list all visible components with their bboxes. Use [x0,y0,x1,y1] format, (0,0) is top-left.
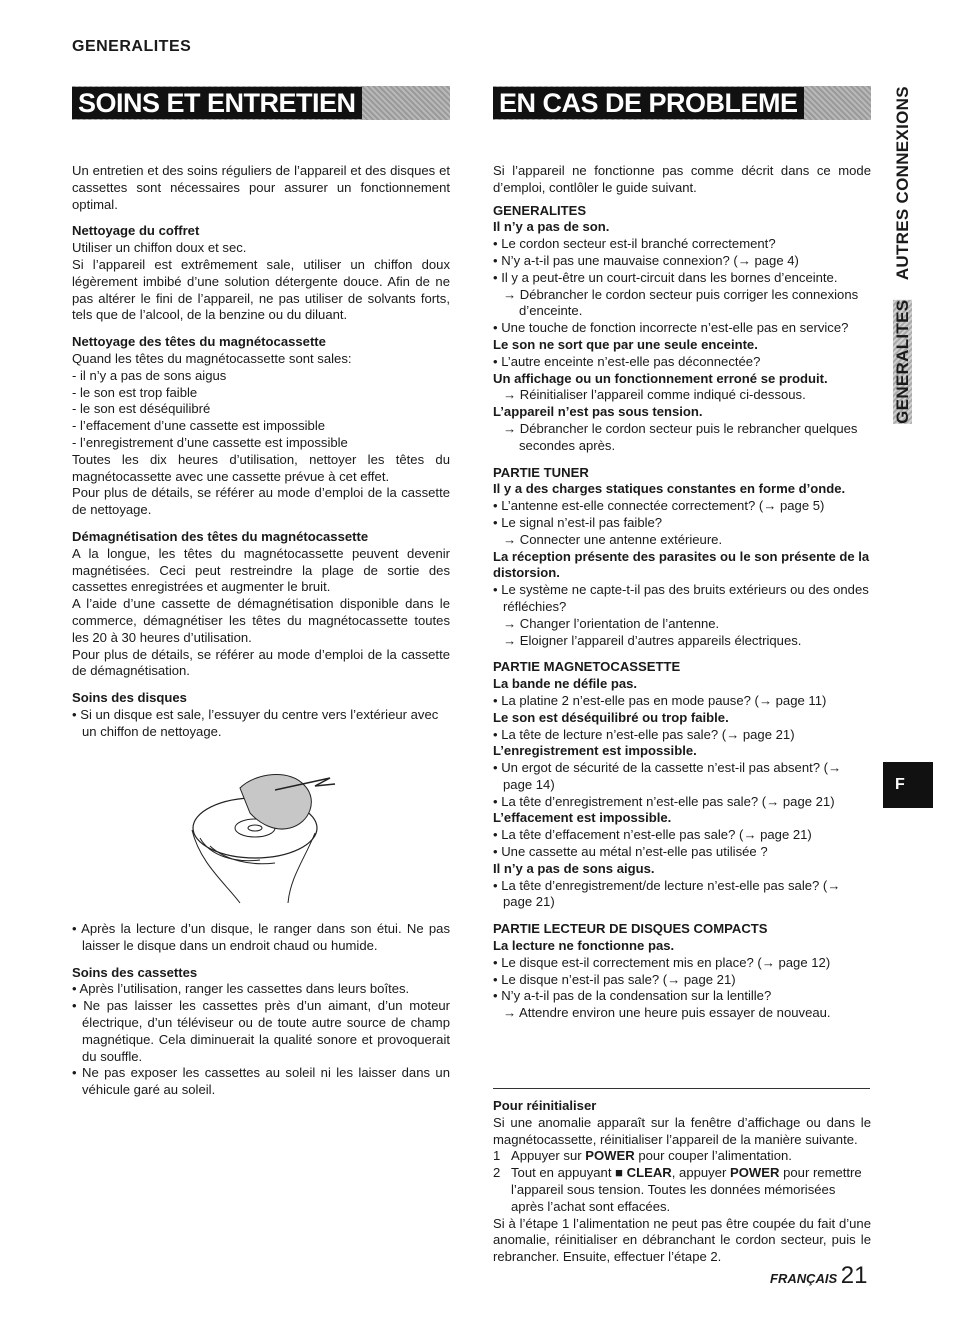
power-key-label: POWER [585,1148,635,1164]
sidebar-label [893,86,913,424]
tuner-heading: PARTIE TUNER [493,464,589,480]
gen-q2-item: • L’autre enceinte n’est-elle pas déconnectée? [493,353,761,369]
cassettes-heading: Soins des cassettes [72,964,198,980]
sidebar-tabs [885,80,919,430]
tetes-item: - l’effacement d’une cassette est impossible [72,418,326,434]
cd-item: • Le disque n’est-il pas sale? (→ page 21) [493,971,736,987]
coffret-heading: Nettoyage du coffret [72,223,200,239]
right-column [493,163,871,1022]
cd-question-1: La lecture ne fonctionne pas. [493,938,675,954]
generalites-heading: GENERALITES [493,202,587,218]
tetes-intro: Quand les têtes du magnétocassette sont sales: [72,350,352,366]
mag-q4-item: • Une cassette au métal n’est-elle pas utilisée ? [493,844,768,860]
language-tab: F [883,762,933,808]
tuner-q2-arrow: → Eloigner l’appareil d’autres appareils électriques. [503,632,802,648]
gen-q4-arrow: → Débrancher le cordon secteur puis le rebrancher quelques secondes après. [503,420,858,453]
gen-q1-arrow: → Débrancher le cordon secteur puis corriger les connexions d’enceinte. [503,286,859,319]
demag-paragraph-2: A l’aide d’une cassette de démagnétisation disponible dans le commerce, démagnétiser les têtes du magnétocassette toutes les 20 à 30 heures d’utilisation. [72,596,450,645]
reset-step-1-number: 1 [493,1148,501,1164]
gen-q1-item: • Une touche de fonction incorrecte n’est-elle pas en service? [493,320,849,336]
divider [493,1088,870,1089]
tuner-q2-arrow: → Changer l’orientation de l’antenne. [503,615,720,631]
cassettes-bullet-1: • Après l’utilisation, ranger les cassettes dans leurs boîtes. [72,981,410,997]
reset-step-1 [493,1148,871,1165]
coffret-paragraph-1: Utiliser un chiffon doux et sec. [72,240,247,256]
coffret-paragraph-2: Si l’appareil est extrêmement sale, utiliser un chiffon doux légèrement imbibé d’une solution détergente douce. Afin de ne pas altérer le fini de l’appareil, ne pas utiliser de solvants forts, tels que de l’alcool, de la benzine ou du diluant. [72,256,450,323]
reset-step-2-text: , appuyer [671,1165,730,1181]
tuner-q2-item: • Le système ne capte-t-il pas des bruits extérieurs ou des ondes réfléchies? [493,582,869,614]
demag-paragraph-3: Pour plus de détails, se référer au mode d’emploi de la cassette de démagnétisation. [72,646,450,679]
power-key-label: POWER [730,1165,780,1181]
mag-q5-item: • La tête d’enregistrement/de lecture n’est-elle pas sale? (→ page 21) [493,877,841,910]
tuner-q1-item: • L’antenne est-elle connectée correctement? (→ page 5) [493,498,825,514]
left-banner-title: SOINS ET ENTRETIEN [72,87,362,119]
tetes-paragraph-1: Toutes les dix heures d’utilisation, nettoyer les têtes du magnétocassette avec une cassette prévue à cet effet. [72,451,450,484]
reset-step-1-text: Appuyer sur [511,1148,586,1164]
left-column-bottom [72,921,450,1099]
reset-paragraph-1: Si une anomalie apparaît sur la fenêtre d’affichage ou dans le magnétocassette, réinitialiser l’appareil de la manière suivante. [493,1114,871,1147]
tuner-question-1: Il y a des charges statiques constantes en forme d’onde. [493,481,846,497]
mag-question-5: Il n’y a pas de sons aigus. [493,860,655,876]
reset-step-2 [493,1165,871,1215]
reset-step-2-text: Tout en appuyant [511,1165,616,1181]
mag-q1-item: • La platine 2 n’est-elle pas en mode pause? (→ page 11) [493,692,827,708]
tetes-item: - l’enregistrement d’une cassette est impossible [72,434,348,450]
section-tag: GENERALITES [72,38,192,55]
demag-paragraph-1: A la longue, les têtes du magnétocassette peuvent devenir magnétisées. Ceci peut restreindre la plage de sortie des cassettes enregistrées et augmenter le bruit. [72,545,450,595]
page-footer [770,1262,868,1290]
gen-q1-item: • Il y a peut-être un court-circuit dans les bornes d’enceinte. [493,269,838,285]
tetes-item: - il n’y a pas de sons aigus [72,367,227,383]
cassettes-bullet-2: • Ne pas laisser les cassettes près d’un aimant, d’un moteur électrique, d’un téléviseur ou de toute autre source de champ magnétique. Cela diminuerait la qualité sonore et provoquerait du souffle. [72,998,450,1064]
magneto-heading: PARTIE MAGNETOCASSETTE [493,659,681,675]
reset-step-1-text: pour couper l’alimentation. [634,1148,792,1164]
left-banner [72,86,450,120]
gen-q1-item: • Le cordon secteur est-il branché correctement? [493,236,776,252]
tetes-paragraph-2: Pour plus de détails, se référer au mode d’emploi de la cassette de nettoyage. [72,485,450,518]
mag-q3-item: • Un ergot de sécurité de la cassette n’est-il pas absent? (→ page 14) [493,760,842,792]
clear-key-label: ■ CLEAR [615,1165,672,1181]
gen-question-3: Un affichage ou un fonctionnement erroné se produit. [493,370,828,386]
tetes-heading: Nettoyage des têtes du magnétocassette [72,334,326,350]
cd-heading: PARTIE LECTEUR DE DISQUES COMPACTS [493,921,768,937]
gen-question-4: L’appareil n’est pas sous tension. [493,404,703,420]
tuner-q1-arrow: → Connecter une antenne extérieure. [503,531,723,547]
cd-arrow: → Attendre environ une heure puis essayer de nouveau. [503,1005,831,1021]
mag-question-3: L’enregistrement est impossible. [493,743,697,759]
footer-language: FRANÇAIS [770,1271,838,1286]
tuner-question-2: La réception présente des parasites ou le son présente de la distorsion. [493,548,870,581]
intro-paragraph: Un entretien et des soins réguliers de l’appareil et des disques et cassettes sont nécessaires pour assurer un fonctionnement optimal. [72,163,450,212]
gen-q1-item: • N’y a-t-il pas une mauvaise connexion? (→ page 4) [493,252,799,268]
gen-question-1: Il n’y a pas de son. [493,219,610,235]
right-banner [493,86,871,120]
disc-cleaning-illustration [180,768,350,913]
disques-heading: Soins des disques [72,690,187,706]
mag-question-2: Le son est déséquilibré ou trop faible. [493,709,729,725]
reset-step-2-text: pour remettre l’appareil sous tension. Toutes les données mémorisées après l’achat sont effacées. [511,1165,862,1214]
reset-paragraph-2: Si à l’étape 1 l’alimentation ne peut pas être coupée du fait d’une anomalie, réinitialiser en débranchant le cordon secteur, puis le rebrancher. Ensuite, effectuer l’étape 2. [493,1215,871,1265]
sidebar-generalites: GENERALITES [893,299,912,424]
right-banner-title: EN CAS DE PROBLEME [493,87,804,119]
trouble-intro: Si l’appareil ne fonctionne pas comme décrit dans ce mode d’emploi, contlôler le guide suivant. [493,163,871,195]
demag-heading: Démagnétisation des têtes du magnétocassette [72,528,369,544]
mag-q3-item: • La tête d’enregistrement n’est-elle pas sale? (→ page 21) [493,793,835,809]
cd-item: • N’y a-t-il pas de la condensation sur la lentille? [493,988,772,1004]
page-number: 21 [840,1262,868,1289]
disques-bullet-1: • Si un disque est sale, l’essuyer du centre vers l’extérieur avec un chiffon de nettoyage. [72,706,439,739]
cassettes-bullet-3: • Ne pas exposer les cassettes au soleil ni les laisser dans un véhicule garé au soleil. [72,1065,450,1098]
gen-q3-arrow: → Réinitialiser l’appareil comme indiqué ci-dessous. [503,387,806,403]
tetes-item: - le son est déséquilibré [72,401,211,417]
mag-q2-item: • La tête de lecture n’est-elle pas sale? (→ page 21) [493,726,795,742]
mag-q4-item: • La tête d’effacement n’est-elle pas sale? (→ page 21) [493,827,812,843]
reset-section [493,1098,871,1266]
tetes-item: - le son est trop faible [72,384,198,400]
tuner-q1-item: • Le signal n’est-il pas faible? [493,514,663,530]
reset-heading: Pour réinitialiser [493,1098,597,1113]
disques-bullet-2: • Après la lecture d’un disque, le ranger dans son étui. Ne pas laisser le disque dans un endroit chaud ou humide. [72,921,450,953]
reset-step-2-number: 2 [493,1165,501,1181]
left-column [72,163,450,741]
gen-question-2: Le son ne sort que par une seule enceinte. [493,336,758,352]
mag-question-1: La bande ne défile pas. [493,676,638,692]
sidebar-autres-connexions: AUTRES CONNEXIONS [893,86,912,281]
mag-question-4: L’effacement est impossible. [493,810,672,826]
cd-item: • Le disque est-il correctement mis en place? (→ page 12) [493,954,831,970]
